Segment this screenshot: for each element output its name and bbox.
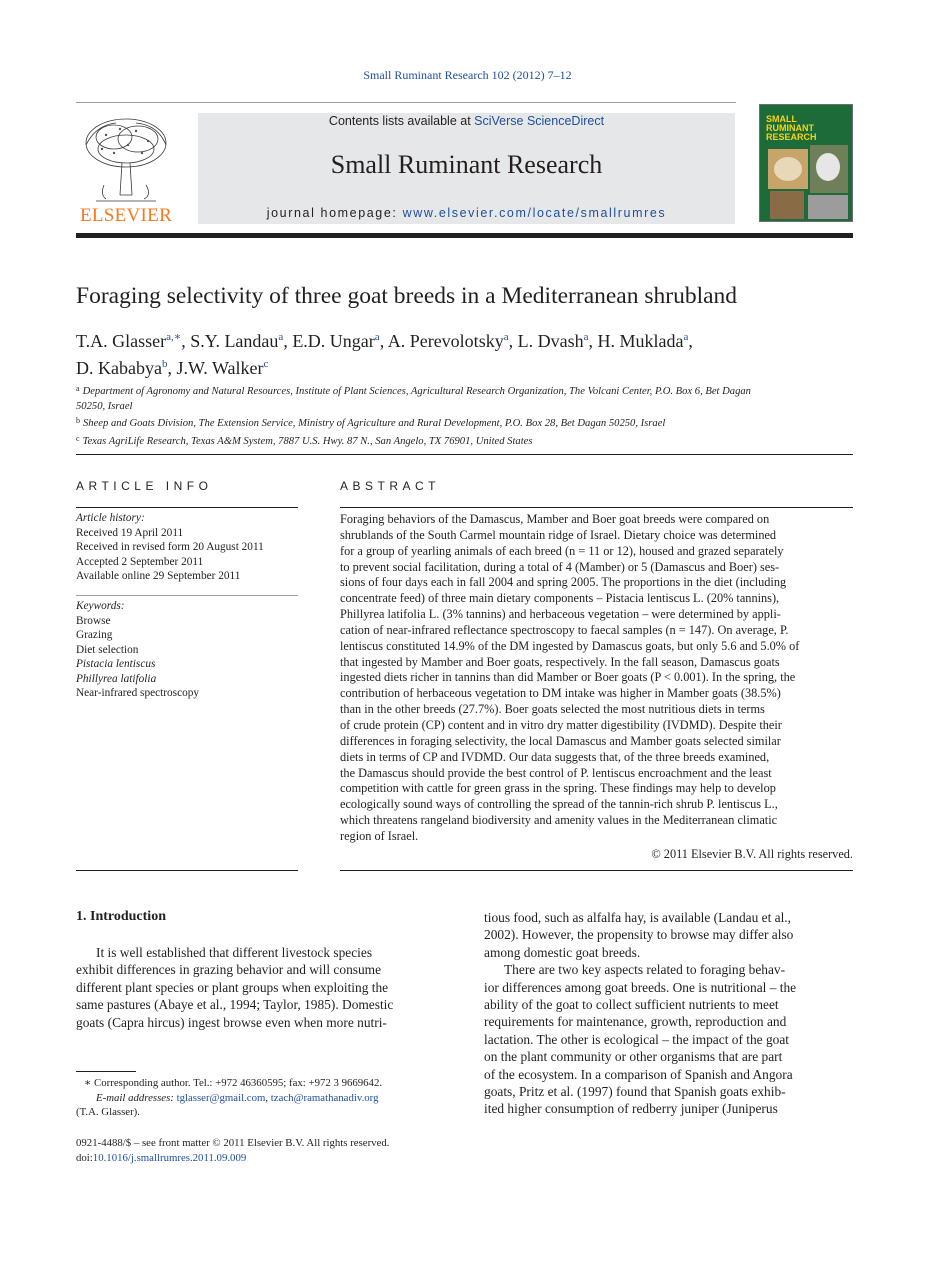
author-separator: , <box>508 331 518 351</box>
affiliation-text: Texas AgriLife Research, Texas A&M System, 7887 U.S. Hwy. 87 N., San Angelo, TX 76901, United States <box>82 435 533 447</box>
header-rule <box>76 102 736 103</box>
header-thick-rule <box>76 233 853 238</box>
front-matter <box>76 1136 476 1165</box>
abstract-line: of crude protein (CP) content and in vitro dry matter digestibility (IVDMD). Despite their <box>340 717 782 732</box>
copyright-notice: © 2011 Elsevier B.V. All rights reserved. <box>651 847 853 861</box>
doi-line <box>76 1151 476 1166</box>
email-line <box>76 1091 456 1106</box>
doi-label: doi: <box>76 1151 93 1164</box>
affiliation <box>76 414 854 432</box>
keyword: Grazing <box>76 629 113 641</box>
corresponding-author-note: ∗ Corresponding author. Tel.: +972 46360595; fax: +972 3 9669642. <box>84 1077 383 1089</box>
body-line: among domestic goat breeds. <box>484 944 641 960</box>
author-separator: , <box>283 331 293 351</box>
abstract-heading: ABSTRACT <box>340 479 441 493</box>
abstract-line: region of Israel. <box>340 828 419 843</box>
abstract-line: competition with cattle for green grass in the spring. These findings may help to develop <box>340 781 776 796</box>
footnotes <box>76 1076 456 1120</box>
abstract-rule <box>340 507 853 508</box>
history-item: Received in revised form 20 August 2011 <box>76 541 264 553</box>
author-affiliation-mark[interactable]: a <box>374 331 380 343</box>
abstract-line: that ingested by Mamber and Boer goats, respectively. In the fall season, Damascus goats <box>340 654 780 669</box>
body-line: goats (Capra hircus) ingest browse even when more nutri- <box>76 1014 387 1030</box>
email-link[interactable]: tzach@ramathanadiv.org <box>270 1091 379 1104</box>
contents-line <box>198 114 735 128</box>
author-affiliation-mark[interactable]: c <box>263 358 269 370</box>
body-line: tious food, such as alfalfa hay, is available (Landau et al., <box>484 910 792 925</box>
author: H. Muklada <box>597 331 684 351</box>
body-line: 2002). However, the propensity to browse may differ also <box>484 927 794 943</box>
affiliation-mark: c <box>76 433 80 443</box>
email-label: E-mail addresses: <box>96 1091 177 1104</box>
contents-prefix: Contents lists available at <box>328 114 475 128</box>
body-line: goats, Pritz et al. (1997) found that Spanish goats exhib- <box>484 1084 786 1100</box>
keyword: Pistacia lentiscus <box>76 658 156 670</box>
abstract-line: diets in terms of CP and IVDMD. Our data suggests that, of the three breeds examined, <box>340 749 770 764</box>
history-item: Available online 29 September 2011 <box>76 570 241 582</box>
body-line: different plant species or plant groups when exploiting the <box>76 979 389 995</box>
abstract-line: Foraging behaviors of the Damascus, Mamber and Boer goat breeds were compared on <box>340 512 770 526</box>
affiliation-mark: a <box>76 384 80 393</box>
email-person: (T.A. Glasser). <box>76 1106 140 1118</box>
article-info-heading: ARTICLE INFO <box>76 479 213 493</box>
abstract-line: ingested diets richer in tannins than did Mamber or Boer goats (P < 0.001). In the spring, the <box>340 670 796 685</box>
abstract-line: shrublands of the South Carmel mountain ridge of Israel. Dietary choice was determined <box>340 527 777 542</box>
author: E.D. Ungar <box>292 331 375 351</box>
history-item: Received 19 April 2011 <box>76 526 184 539</box>
abstract-end-rule <box>340 870 853 871</box>
keyword: Browse <box>76 614 111 627</box>
author-list <box>76 326 856 380</box>
abstract-line: concentrate feed) of three main dietary components – Pistacia lentiscus L. (20% tannins), <box>340 591 780 606</box>
body-line: ior differences among goat breeds. One is nutritional – the <box>484 979 797 995</box>
keyword: Diet selection <box>76 643 139 656</box>
history-label: Article history: <box>76 512 145 524</box>
author-affiliation-mark[interactable]: a <box>683 331 689 343</box>
body-line: ited higher consumption of redberry juniper (Juniperus <box>484 1101 778 1117</box>
homepage-prefix: journal homepage: <box>266 206 403 220</box>
author-separator: , <box>379 331 388 351</box>
keywords <box>76 599 298 701</box>
abstract-line: lentiscus constituted 14.9% of the DM ingested by Damascus goats, but only 5.6 and 5.0% of <box>340 638 800 653</box>
intro-right-column <box>484 909 853 1118</box>
body-line: There are two key aspects related to foraging behav- <box>504 962 786 978</box>
author: L. Dvash <box>517 331 584 351</box>
affiliation-mark: b <box>76 416 80 425</box>
affiliation-text: Department of Agronomy and Natural Resources, Institute of Plant Sciences, Agricultural Research Organization, The Volcani Center, P.O. Box 6, Bet Dagan <box>82 386 751 397</box>
cover-title: SMALL RUMINANT RESEARCH <box>766 114 817 142</box>
section-divider <box>76 454 853 455</box>
body-line: same pastures (Abaye et al., 1994; Taylor, 1985). Domestic <box>76 997 394 1013</box>
author-affiliation-mark[interactable]: a,∗ <box>166 331 182 343</box>
author: T.A. Glasser <box>76 331 167 351</box>
history-item: Accepted 2 September 2011 <box>76 555 204 568</box>
author-separator: , <box>181 331 191 351</box>
homepage-link[interactable]: www.elsevier.com/locate/smallrumres <box>402 206 667 220</box>
abstract-line: cation of near-infrared reflectance spectroscopy to faecal samples (n = 147). On average, P. <box>340 622 789 637</box>
affiliations <box>76 382 854 449</box>
author-affiliation-mark[interactable]: a <box>583 331 589 343</box>
email-separator: , <box>265 1091 271 1104</box>
journal-cover-image <box>759 104 853 222</box>
author: J.W. Walker <box>176 358 264 378</box>
doi-link[interactable]: 10.1016/j.smallrumres.2011.09.009 <box>92 1151 247 1164</box>
body-line: It is well established that different livestock species <box>96 945 373 960</box>
abstract-line: for a group of yearling animals of each breed (n = 11 or 12), housed and grazed separately <box>340 543 784 558</box>
author-affiliation-mark[interactable]: b <box>161 358 168 370</box>
body-line: lactation. The other is ecological – the impact of the goat <box>484 1031 790 1047</box>
author-affiliation-mark[interactable]: a <box>278 331 284 343</box>
body-line: ability of the goat to collect sufficient nutrients to meet <box>484 997 779 1013</box>
issn-line: 0921-4488/$ – see front matter © 2011 Elsevier B.V. All rights reserved. <box>76 1137 390 1149</box>
journal-reference[interactable]: Small Ruminant Research 102 (2012) 7–12 <box>363 68 572 82</box>
author: S.Y. Landau <box>190 331 279 351</box>
abstract-text <box>340 512 853 845</box>
body-line: of the ecosystem. In a comparison of Spanish and Angora <box>484 1066 793 1082</box>
author-separator: , <box>688 331 693 351</box>
article-info-end-rule <box>76 870 298 871</box>
abstract-line: to prevent social facilitation, during a total of 4 (Mamber) or 5 (Damascus and Boer) ses- <box>340 559 780 574</box>
affiliation-text: Sheep and Goats Division, The Extension Service, Ministry of Agriculture and Rural Development, P.O. Box 28, Bet Dagan 50250, Israel <box>83 418 666 429</box>
body-line: exhibit differences in grazing behavior and will consume <box>76 962 382 978</box>
abstract-line: ecologically sound ways of controlling the spread of the tannin-rich shrub P. lentiscus L., <box>340 797 778 812</box>
abstract-line: than in the other breeds (27.7%). Boer goats selected the most nutritious diets in terms <box>340 702 765 717</box>
elsevier-logo-text: ELSEVIER <box>79 205 173 226</box>
abstract-line: contribution of herbaceous vegetation to DM intake was higher in Mamber goats (38.5%) <box>340 686 781 701</box>
keywords-rule <box>76 595 298 596</box>
abstract-line: differences in foraging selectivity, the local Damascus and Mamber goats selected similar <box>340 733 781 748</box>
abstract-line: Phillyrea latifolia L. (3% tannins) and herbaceous vegetation – were determined by appli- <box>340 607 781 622</box>
article-info-rule <box>76 507 298 508</box>
affiliation <box>76 432 854 450</box>
footnote-rule <box>76 1071 136 1072</box>
affiliation <box>76 382 854 400</box>
author: D. Kababya <box>76 358 162 378</box>
email-link[interactable]: tglasser@gmail.com <box>176 1091 266 1104</box>
body-line: requirements for maintenance, growth, reproduction and <box>484 1014 787 1030</box>
author: A. Perevolotsky <box>387 331 504 351</box>
intro-left-column <box>76 944 444 1031</box>
abstract-line: the Damascus should provide the best control of P. lentiscus encroachment and the least <box>340 765 772 780</box>
body-line: on the plant community or other organisms that are part <box>484 1049 783 1065</box>
author-separator: , <box>167 358 177 378</box>
keywords-label: Keywords: <box>76 600 125 612</box>
article-title: Foraging selectivity of three goat breeds in a Mediterranean shrubland <box>76 283 738 309</box>
keyword: Phillyrea latifolia <box>76 672 157 685</box>
keyword: Near-infrared spectroscopy <box>76 687 200 699</box>
abstract-line: sions of four days each in fall 2004 and spring 2005. The proportions in the diet (including <box>340 575 787 590</box>
author-affiliation-mark[interactable]: a <box>503 331 509 343</box>
sciencedirect-link[interactable]: SciVerse ScienceDirect <box>474 114 605 128</box>
intro-heading: 1. Introduction <box>76 909 166 924</box>
abstract-line: which threatens rangeland biodiversity and amenity values in the Mediterranean climatic <box>340 813 778 828</box>
journal-homepage <box>198 206 735 220</box>
affiliation-continuation: 50250, Israel <box>76 400 133 412</box>
journal-title: Small Ruminant Research <box>330 150 603 179</box>
article-history <box>76 511 298 584</box>
author-separator: , <box>588 331 598 351</box>
